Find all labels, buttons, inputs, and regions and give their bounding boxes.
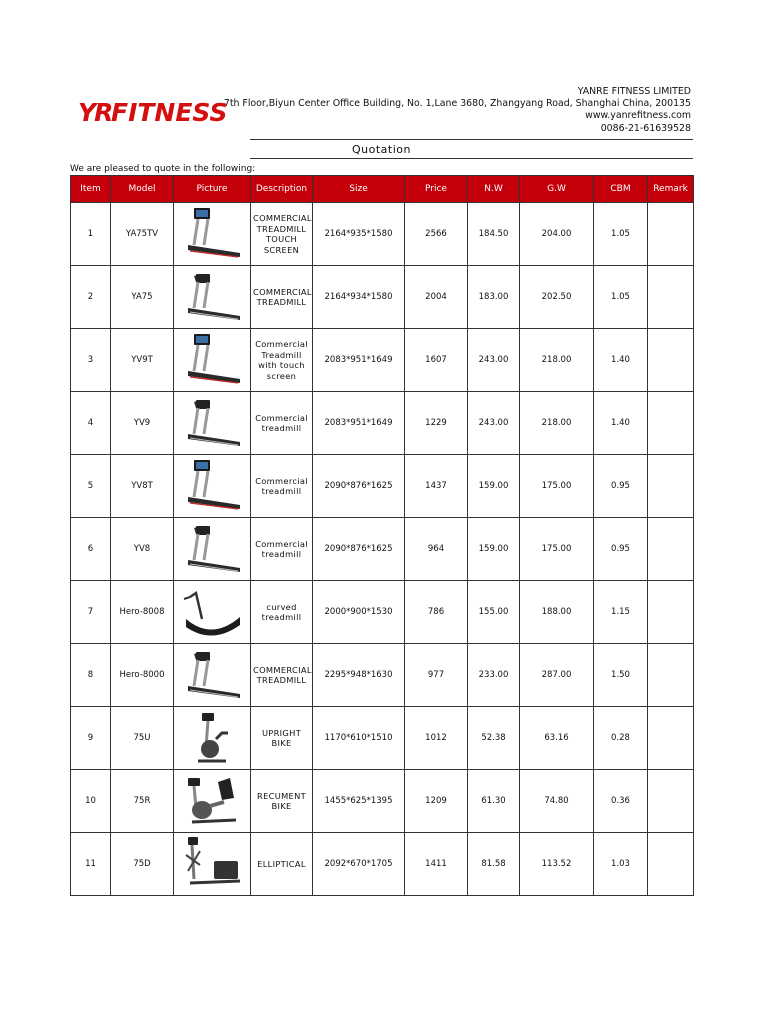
cell-size: 2090*876*1625 bbox=[313, 518, 405, 581]
cell-remark bbox=[648, 203, 694, 266]
cell-remark bbox=[648, 518, 694, 581]
cell-picture bbox=[174, 644, 251, 707]
brand-logo bbox=[78, 96, 248, 128]
header-cbm: CBM bbox=[594, 176, 648, 203]
cell-model: YV8T bbox=[111, 455, 174, 518]
cell-price: 2004 bbox=[405, 266, 468, 329]
table-row bbox=[71, 392, 694, 455]
cell-size: 2295*948*1630 bbox=[313, 644, 405, 707]
treadmill-touch-icon bbox=[180, 331, 244, 389]
cell-picture bbox=[174, 833, 251, 896]
cell-item: 6 bbox=[71, 518, 111, 581]
cell-description: ELLIPTICAL bbox=[251, 833, 313, 896]
cell-picture bbox=[174, 518, 251, 581]
cell-price: 1209 bbox=[405, 770, 468, 833]
cell-item: 3 bbox=[71, 329, 111, 392]
cell-nw: 243.00 bbox=[468, 392, 520, 455]
cell-picture bbox=[174, 770, 251, 833]
cell-picture bbox=[174, 329, 251, 392]
cell-size: 2083*951*1649 bbox=[313, 392, 405, 455]
recumbent-bike-icon bbox=[180, 772, 244, 830]
header-gw: G.W bbox=[520, 176, 594, 203]
treadmill-icon bbox=[180, 268, 244, 326]
cell-item: 8 bbox=[71, 644, 111, 707]
header-price: Price bbox=[405, 176, 468, 203]
table-row bbox=[71, 266, 694, 329]
cell-remark bbox=[648, 833, 694, 896]
cell-price: 1411 bbox=[405, 833, 468, 896]
cell-remark bbox=[648, 329, 694, 392]
cell-gw: 218.00 bbox=[520, 329, 594, 392]
cell-price: 1607 bbox=[405, 329, 468, 392]
cell-model: YA75TV bbox=[111, 203, 174, 266]
cell-nw: 233.00 bbox=[468, 644, 520, 707]
curved-treadmill-icon bbox=[180, 583, 244, 641]
cell-size: 2164*935*1580 bbox=[313, 203, 405, 266]
cell-model: YV9T bbox=[111, 329, 174, 392]
cell-picture bbox=[174, 581, 251, 644]
cell-price: 964 bbox=[405, 518, 468, 581]
cell-item: 11 bbox=[71, 833, 111, 896]
intro-text: We are pleased to quote in the following: bbox=[70, 164, 256, 174]
cell-description: COMMERCIAL TREADMILL bbox=[251, 266, 313, 329]
company-info bbox=[224, 86, 691, 135]
cell-description: COMMERCIAL TREADMILL TOUCH SCREEN bbox=[251, 203, 313, 266]
cell-item: 7 bbox=[71, 581, 111, 644]
cell-description: Commercial Treadmill with touch screen bbox=[251, 329, 313, 392]
cell-remark bbox=[648, 770, 694, 833]
cell-remark bbox=[648, 455, 694, 518]
cell-item: 4 bbox=[71, 392, 111, 455]
company-name: YANRE FITNESS LIMITED bbox=[577, 86, 691, 97]
cell-model: 75D bbox=[111, 833, 174, 896]
cell-size: 1170*610*1510 bbox=[313, 707, 405, 770]
cell-size: 2092*670*1705 bbox=[313, 833, 405, 896]
cell-item: 5 bbox=[71, 455, 111, 518]
header-divider-bottom bbox=[250, 158, 693, 159]
treadmill-icon bbox=[180, 394, 244, 452]
brand-logo-word: FITNESS bbox=[111, 98, 228, 127]
treadmill-touch-icon bbox=[180, 457, 244, 515]
header-picture: Picture bbox=[174, 176, 251, 203]
table-row bbox=[71, 455, 694, 518]
cell-remark bbox=[648, 644, 694, 707]
cell-description: Commercial treadmill bbox=[251, 392, 313, 455]
cell-picture bbox=[174, 707, 251, 770]
cell-item: 9 bbox=[71, 707, 111, 770]
cell-cbm: 1.05 bbox=[594, 203, 648, 266]
table-row bbox=[71, 581, 694, 644]
cell-cbm: 1.03 bbox=[594, 833, 648, 896]
table-header-row bbox=[71, 176, 694, 203]
table-row bbox=[71, 707, 694, 770]
cell-gw: 218.00 bbox=[520, 392, 594, 455]
cell-description: RECUMENT BIKE bbox=[251, 770, 313, 833]
cell-gw: 204.00 bbox=[520, 203, 594, 266]
header-item: Item bbox=[71, 176, 111, 203]
cell-model: 75R bbox=[111, 770, 174, 833]
cell-picture bbox=[174, 392, 251, 455]
table-row bbox=[71, 203, 694, 266]
cell-cbm: 0.36 bbox=[594, 770, 648, 833]
table-row bbox=[71, 644, 694, 707]
cell-remark bbox=[648, 266, 694, 329]
cell-cbm: 1.15 bbox=[594, 581, 648, 644]
cell-description: Commercial treadmill bbox=[251, 455, 313, 518]
cell-item: 1 bbox=[71, 203, 111, 266]
cell-size: 1455*625*1395 bbox=[313, 770, 405, 833]
cell-model: YA75 bbox=[111, 266, 174, 329]
cell-nw: 52.38 bbox=[468, 707, 520, 770]
cell-price: 786 bbox=[405, 581, 468, 644]
cell-gw: 175.00 bbox=[520, 455, 594, 518]
cell-gw: 175.00 bbox=[520, 518, 594, 581]
cell-model: Hero-8000 bbox=[111, 644, 174, 707]
cell-nw: 183.00 bbox=[468, 266, 520, 329]
table-row bbox=[71, 518, 694, 581]
brand-logo-mark: YR bbox=[78, 98, 112, 127]
cell-gw: 63.16 bbox=[520, 707, 594, 770]
cell-cbm: 1.40 bbox=[594, 392, 648, 455]
header-model: Model bbox=[111, 176, 174, 203]
cell-cbm: 0.95 bbox=[594, 455, 648, 518]
cell-nw: 159.00 bbox=[468, 455, 520, 518]
header-divider-top bbox=[250, 139, 693, 140]
cell-cbm: 1.40 bbox=[594, 329, 648, 392]
treadmill-touch-icon bbox=[180, 205, 244, 263]
cell-nw: 159.00 bbox=[468, 518, 520, 581]
cell-gw: 202.50 bbox=[520, 266, 594, 329]
cell-remark bbox=[648, 707, 694, 770]
cell-item: 10 bbox=[71, 770, 111, 833]
company-website[interactable]: www.yanrefitness.com bbox=[585, 110, 691, 122]
cell-model: YV9 bbox=[111, 392, 174, 455]
header-nw: N.W bbox=[468, 176, 520, 203]
treadmill-icon bbox=[180, 646, 244, 704]
cell-description: UPRIGHT BIKE bbox=[251, 707, 313, 770]
quotation-table bbox=[70, 175, 694, 896]
cell-gw: 287.00 bbox=[520, 644, 594, 707]
cell-model: Hero-8008 bbox=[111, 581, 174, 644]
table-row bbox=[71, 833, 694, 896]
cell-picture bbox=[174, 455, 251, 518]
cell-cbm: 0.95 bbox=[594, 518, 648, 581]
header-description: Description bbox=[251, 176, 313, 203]
header-remark: Remark bbox=[648, 176, 694, 203]
cell-picture bbox=[174, 203, 251, 266]
cell-price: 1437 bbox=[405, 455, 468, 518]
cell-cbm: 1.05 bbox=[594, 266, 648, 329]
cell-gw: 74.80 bbox=[520, 770, 594, 833]
cell-item: 2 bbox=[71, 266, 111, 329]
cell-price: 2566 bbox=[405, 203, 468, 266]
cell-size: 2090*876*1625 bbox=[313, 455, 405, 518]
cell-gw: 188.00 bbox=[520, 581, 594, 644]
cell-nw: 61.30 bbox=[468, 770, 520, 833]
cell-gw: 113.52 bbox=[520, 833, 594, 896]
cell-size: 2083*951*1649 bbox=[313, 329, 405, 392]
cell-remark bbox=[648, 392, 694, 455]
company-phone: 0086-21-61639528 bbox=[600, 122, 691, 134]
cell-size: 2000*900*1530 bbox=[313, 581, 405, 644]
treadmill-icon bbox=[180, 520, 244, 578]
cell-price: 977 bbox=[405, 644, 468, 707]
cell-description: curved treadmill bbox=[251, 581, 313, 644]
cell-picture bbox=[174, 266, 251, 329]
header-size: Size bbox=[313, 176, 405, 203]
cell-cbm: 1.50 bbox=[594, 644, 648, 707]
cell-price: 1229 bbox=[405, 392, 468, 455]
cell-nw: 81.58 bbox=[468, 833, 520, 896]
cell-nw: 184.50 bbox=[468, 203, 520, 266]
cell-price: 1012 bbox=[405, 707, 468, 770]
cell-description: Commercial treadmill bbox=[251, 518, 313, 581]
cell-model: YV8 bbox=[111, 518, 174, 581]
cell-model: 75U bbox=[111, 707, 174, 770]
page-title: Quotation bbox=[352, 143, 411, 156]
cell-remark bbox=[648, 581, 694, 644]
cell-nw: 155.00 bbox=[468, 581, 520, 644]
cell-size: 2164*934*1580 bbox=[313, 266, 405, 329]
cell-cbm: 0.28 bbox=[594, 707, 648, 770]
upright-bike-icon bbox=[180, 709, 244, 767]
cell-nw: 243.00 bbox=[468, 329, 520, 392]
cell-description: COMMERCIAL TREADMILL bbox=[251, 644, 313, 707]
elliptical-icon bbox=[180, 835, 244, 893]
table-row bbox=[71, 329, 694, 392]
table-row bbox=[71, 770, 694, 833]
company-address: 7th Floor,Biyun Center Office Building, No. 1,Lane 3680, Zhangyang Road, Shanghai China, 200135 bbox=[223, 98, 691, 110]
